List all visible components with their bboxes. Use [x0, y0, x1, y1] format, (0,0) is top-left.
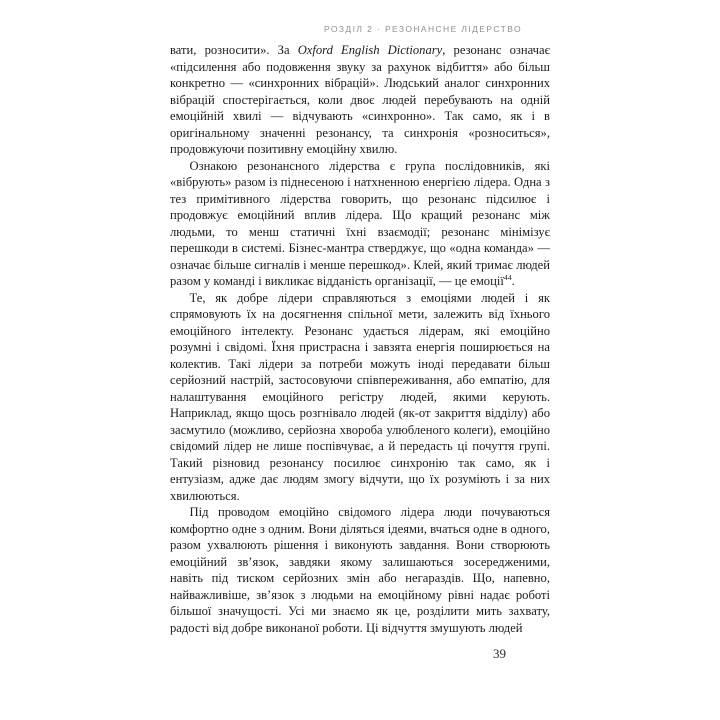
footnote-marker: 44 — [503, 272, 512, 282]
book-title-italic: Oxford English Dictionary — [297, 43, 443, 57]
paragraph-2 — [170, 158, 550, 290]
text-column — [170, 42, 550, 636]
paragraph-2-text: Ознакою резонансного лідерства є група послідовників, які «вібрують» разом із піднесеною і натхненною енергією лідера. Одна з тез примітивного лідерства говорить, що резонанс підсилює і продовжує емоційний вплив лідера. Що кращий резонанс між людьми, то менш статичні їхні взаємодії; резонанс мінімізує перешкоди в системі. Бізнес-мантра стверджує, що «одна команда» — означає більше сигналів і менше перешкод». Клей, який тримає людей разом у команді і викликає відданість організації, — це емоції — [170, 158, 550, 288]
running-header — [170, 24, 550, 34]
paragraph-2-end: . — [511, 274, 515, 288]
running-header-text: РОЗДІЛ 2 · РЕЗОНАНСНЕ ЛІДЕРСТВО — [323, 24, 522, 34]
paragraph-1-text-continued: , резонанс означає «підсилення або подовження звуку за рахунок відбиття» або більш конкретно — «синхронних вібрацій». Людський аналог синхронних вібрацій спостерігається, коли двоє людей перебувають на одній емоційній хвилі — відчувають «синхронно». Так само, як і в оригінальному значенні резонансу, та синхронія «розноситься», продовжуючи позитивну емоційну хвилю. — [170, 43, 550, 156]
paragraph-1 — [170, 42, 550, 158]
page-number: 39 — [493, 646, 506, 661]
paragraph-1-text: вати, розносити». За — [170, 43, 298, 57]
paragraph-3: Те, як добре лідери справляються з емоціями людей і як спрямовують їх на досягнення спільної мети, залежить від їхнього емоційного інтелекту. Резонанс удається лідерам, які емоційно розумні і свідомі. Їхня пристрасна і завзята енергія поширюється на колектив. Такі лідери за потреби можуть іноді передавати більш серйозний настрій, застосовуючи співпереживання, або емпатію, для налаштування емоційного регістру людей, якими керують. Наприклад, якщо щось розгнівало людей (як-от закриття відділу) або засмутило (можливо, серйозна хвороба улюбленого колеги), емоційно свідомий лідер не лише поспівчуває, а й передасть ці почуття групі. Такий різновид резонансу посилює синхронію так само, як і ентузіазм, адже дає людям змогу відчути, що їх розуміють і за них хвилюються. — [170, 290, 550, 503]
paragraph-4: Під проводом емоційно свідомого лідера люди почуваються комфортно одне з одним. Вони діляться ідеями, вчаться одне в одного, разом ухвалюють рішення і виконують завдання. Вони створюють емоційний зв’язок, завдяки якому залишаються зосередженими, навіть під тиском серйозних змін або негараздів. Що, напевно, найважливіше, зв’язок з людьми на емоційному рівні надає роботі більшої значущості. Усі ми знаємо як це, розділити мить захвату, радості від добре виконаної роботи. Ці відчуття змушують людей — [170, 505, 550, 635]
